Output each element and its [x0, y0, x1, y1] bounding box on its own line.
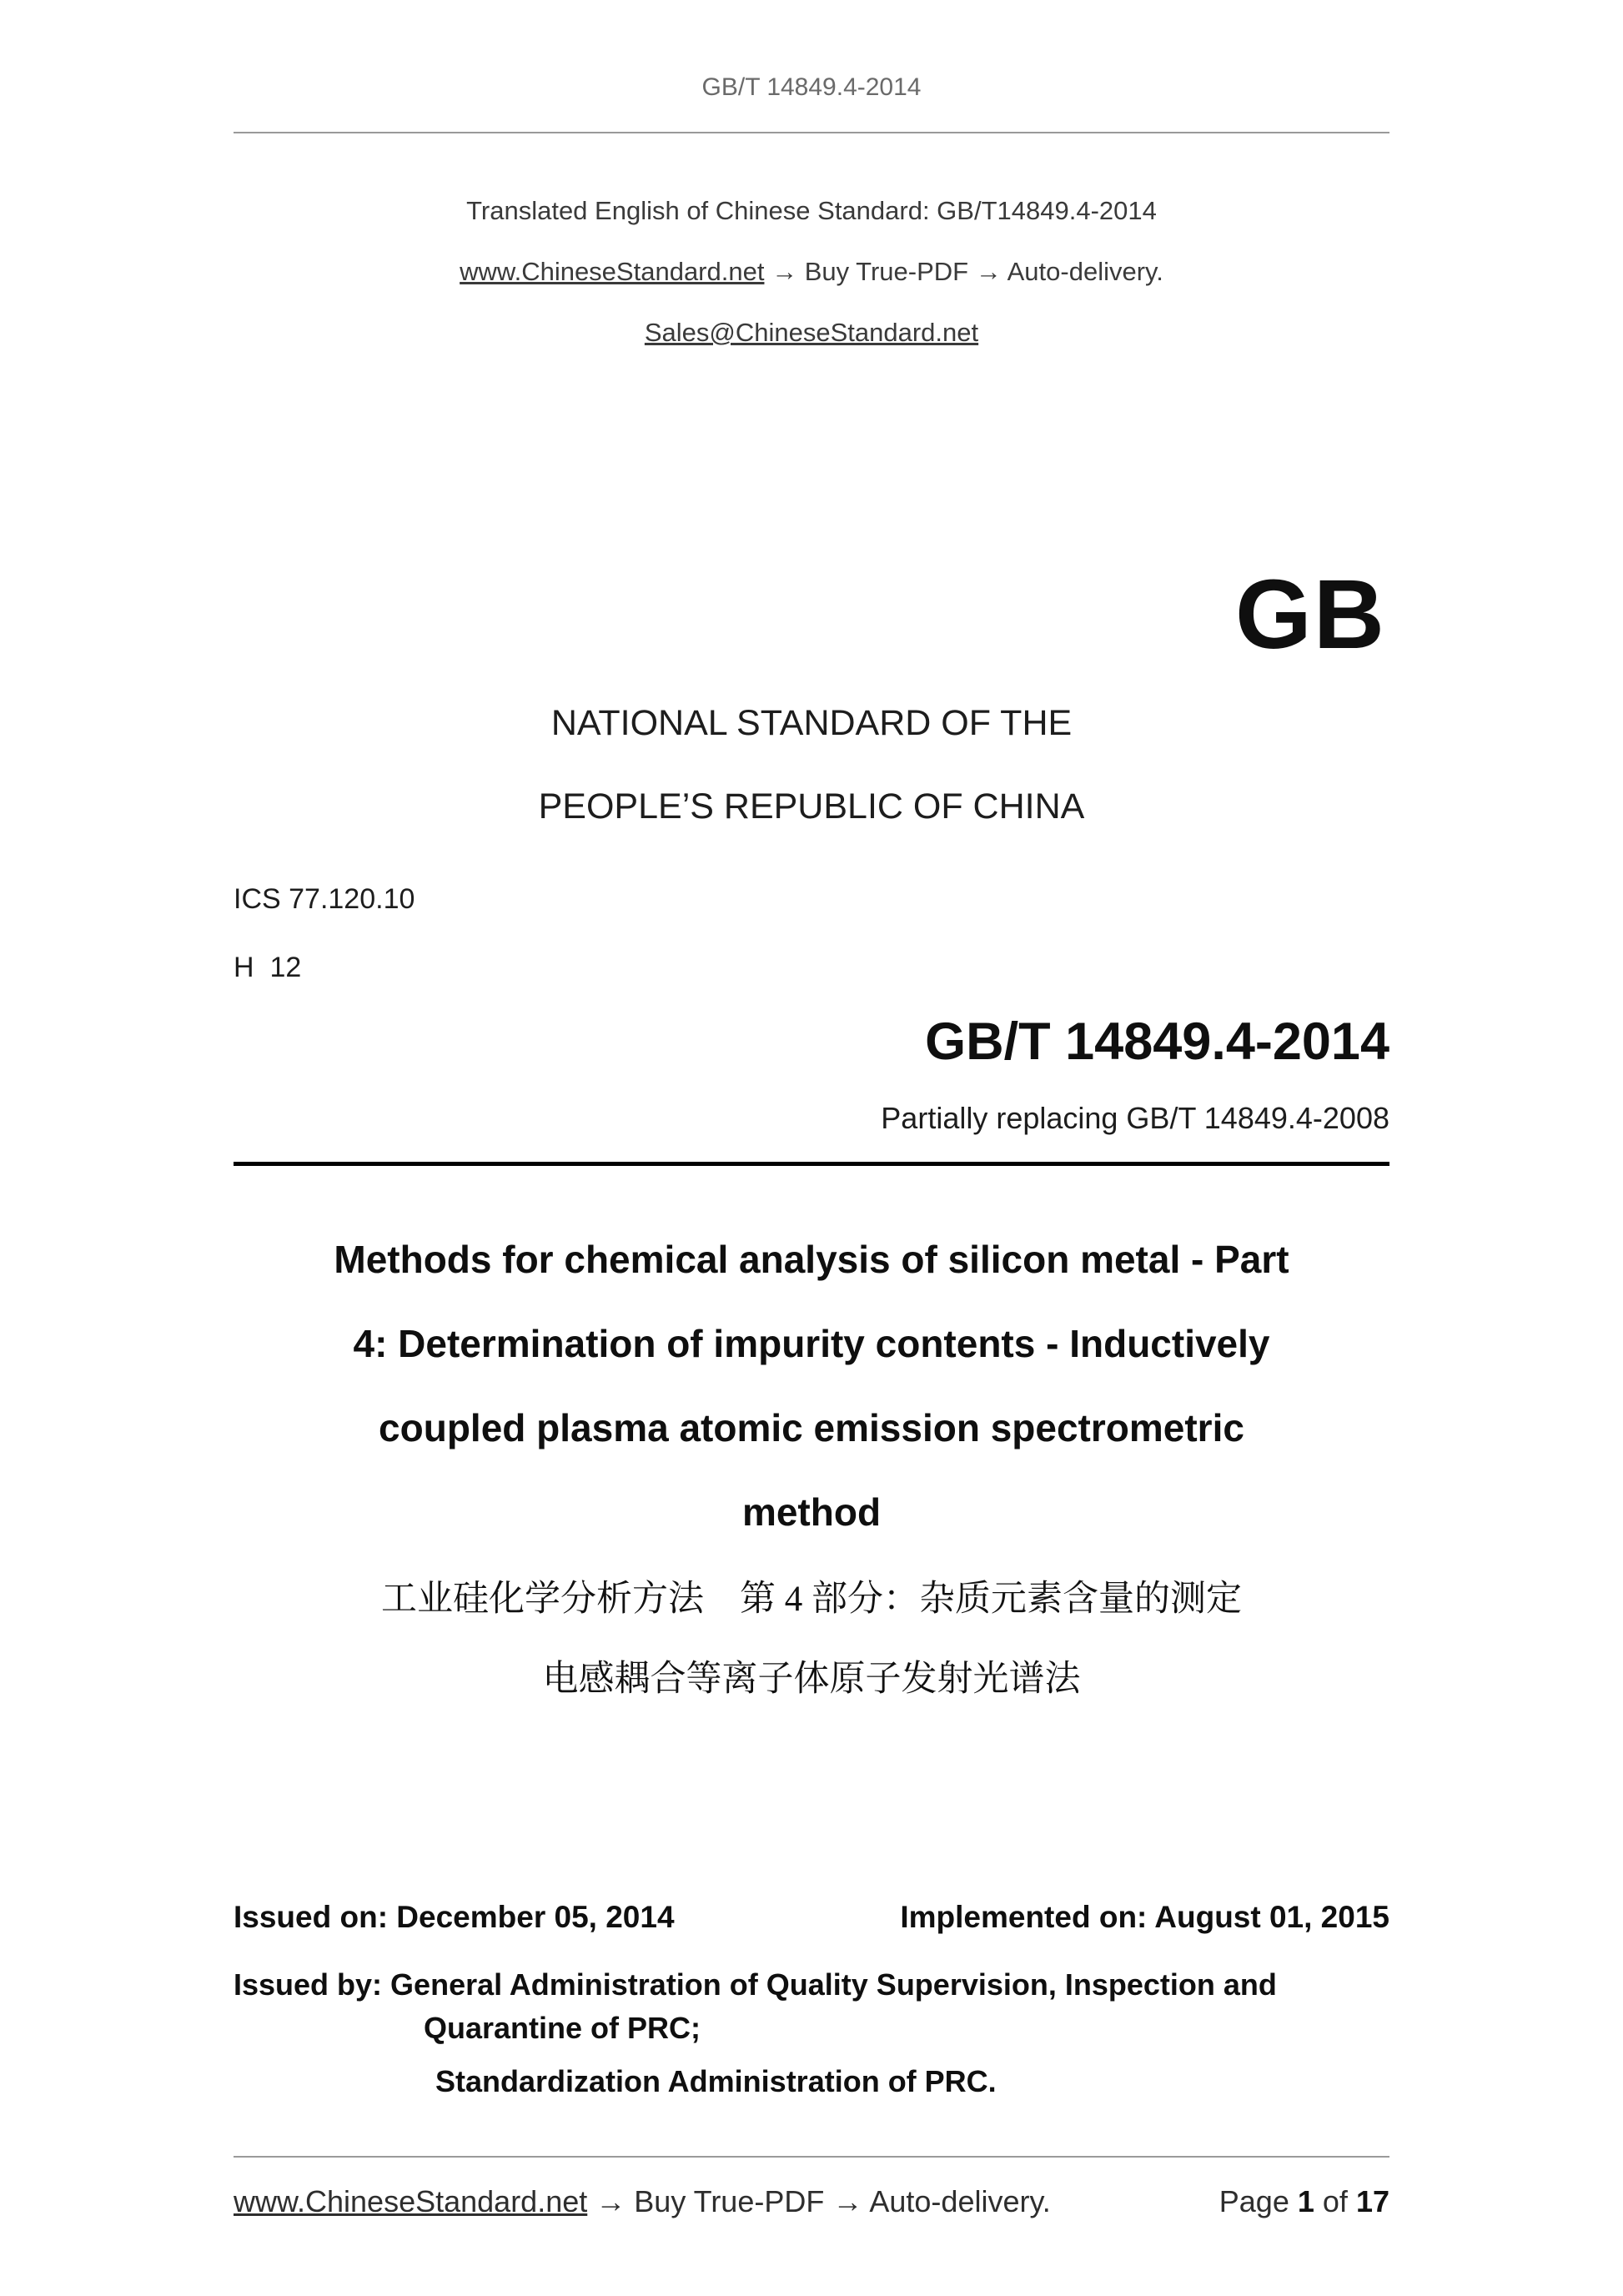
- title-line: 4: Determination of impurity contents - Inductively: [353, 1322, 1270, 1365]
- footer-site-link[interactable]: www.ChineseStandard.net: [234, 2184, 588, 2218]
- email-link[interactable]: Sales@ChineseStandard.net: [644, 318, 979, 347]
- arrow-icon: →: [771, 257, 798, 286]
- page-number: 1: [1297, 2184, 1314, 2218]
- national-standard-heading: [234, 681, 1389, 848]
- title-divider: [234, 1162, 1389, 1166]
- title-zh-line: 工业硅化学分析方法 第 4 部分：杂质元素含量的测定: [381, 1580, 1242, 1619]
- page-header-doc-code: GB/T 14849.4-2014: [701, 73, 922, 101]
- standard-code: GB/T 14849.4-2014: [925, 1012, 1389, 1071]
- gb-logo: GB: [1235, 560, 1386, 670]
- arrow-icon: →: [832, 2184, 863, 2218]
- standard-title-chinese: [234, 1560, 1389, 1720]
- national-standard-line2: PEOPLE’S REPUBLIC OF CHINA: [538, 786, 1085, 826]
- issued-on-label: Issued on: December 05, 2014: [234, 1900, 675, 1934]
- national-standard-line1: NATIONAL STANDARD OF THE: [550, 703, 1073, 743]
- arrow-icon: →: [975, 257, 1002, 286]
- page-label: Page: [1219, 2184, 1289, 2218]
- issued-by-line: Quarantine of PRC;: [424, 2011, 701, 2045]
- implemented-on-label: Implemented on: August 01, 2015: [900, 1900, 1389, 1934]
- issued-by-line: Issued by: General Administration of Quality Supervision, Inspection and: [234, 1967, 1277, 2002]
- ics-code: ICS 77.120.10: [234, 883, 415, 915]
- intro-block: [234, 180, 1389, 363]
- classification-block: [234, 865, 1389, 1002]
- issued-by-block: [234, 1963, 1389, 2103]
- of-label: of: [1322, 2184, 1348, 2218]
- issued-by-line: Standardization Administration of PRC.: [435, 2064, 997, 2098]
- total-pages: 17: [1355, 2184, 1389, 2218]
- translated-standard-line: Translated English of Chinese Standard: GB/T14849.4-2014: [466, 196, 1157, 225]
- page-footer: [234, 2156, 1389, 2219]
- footer-purchase-line: [234, 2184, 1051, 2219]
- footer-buy-pdf-label: Buy True-PDF: [634, 2184, 825, 2218]
- arrow-icon: →: [595, 2184, 626, 2218]
- issue-dates-row: [234, 1897, 1389, 1938]
- purchase-line: [234, 241, 1389, 302]
- title-line: method: [741, 1490, 882, 1534]
- sales-email-line: [234, 302, 1389, 363]
- title-line: Methods for chemical analysis of silicon metal - Part: [334, 1238, 1289, 1281]
- site-link[interactable]: www.ChineseStandard.net: [460, 257, 765, 286]
- doc-class-code: H 12: [234, 952, 302, 983]
- footer-auto-delivery-label: Auto-delivery.: [869, 2184, 1051, 2218]
- standard-title-english: [234, 1218, 1389, 1555]
- title-line: coupled plasma atomic emission spectrometric: [379, 1406, 1244, 1449]
- footer-divider: [234, 2156, 1389, 2158]
- header-divider: [234, 132, 1389, 133]
- replacing-note: Partially replacing GB/T 14849.4-2008: [881, 1101, 1389, 1135]
- title-zh-line: 电感耦合等离子体原子发射光谱法: [542, 1660, 1081, 1699]
- page-indicator: [1219, 2184, 1389, 2219]
- auto-delivery-label: Auto-delivery.: [1007, 257, 1163, 286]
- buy-pdf-label: Buy True-PDF: [804, 257, 969, 286]
